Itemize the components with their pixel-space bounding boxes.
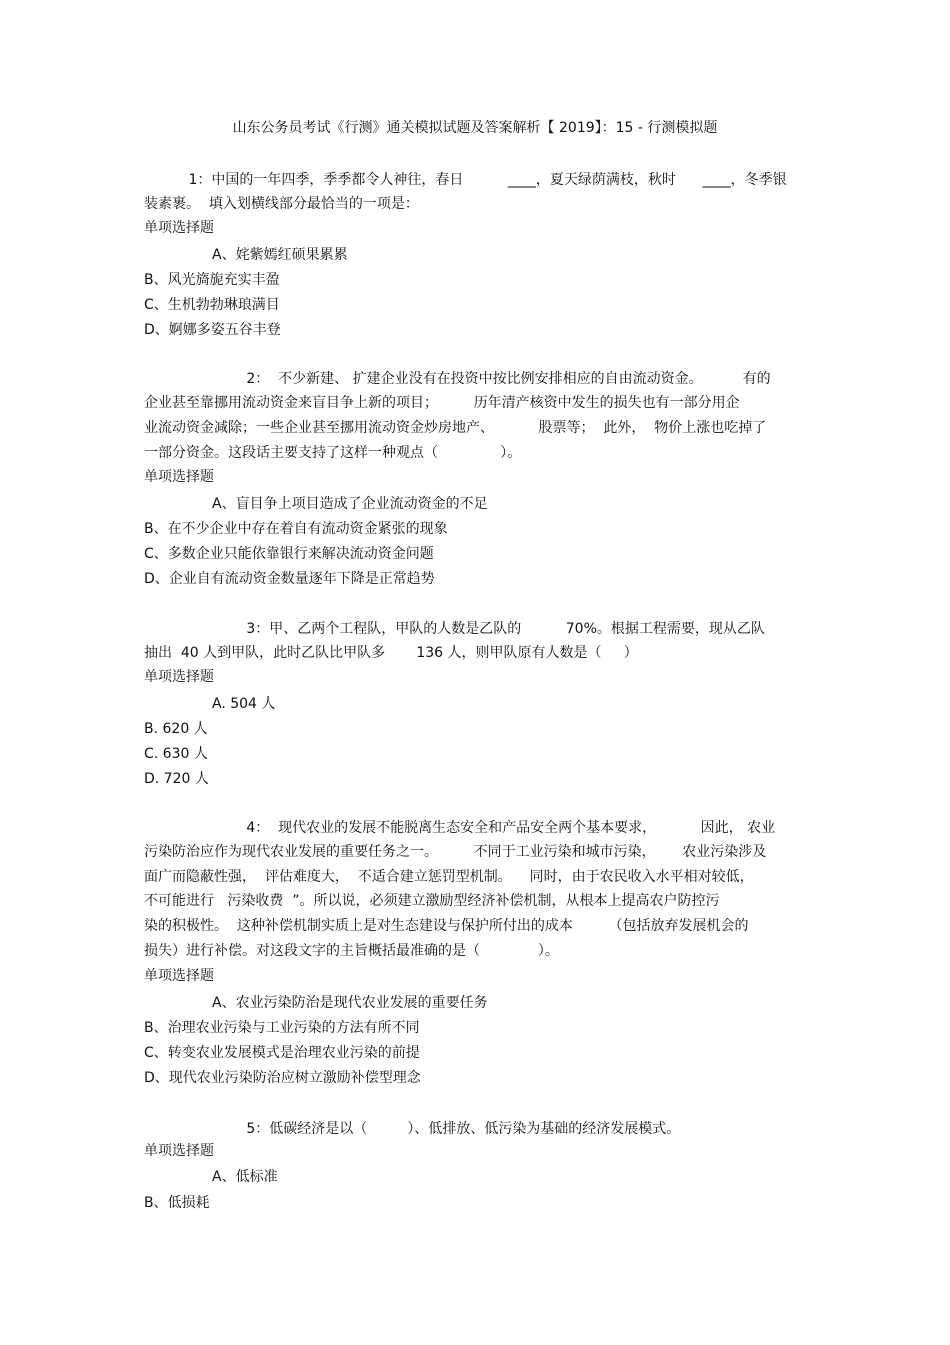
- question-4-stem-line-4: 不可能进行 污染收费 ”。所以说，必须建立激励型经济补偿机制，从根本上提高农户防控污: [144, 893, 720, 909]
- question-4-stem-line-1: 4： 现代农业的发展不能脱离生态安全和产品安全两个基本要求， 因此， 农业: [144, 820, 776, 836]
- question-4-option-d: D、现代农业污染防治应树立激励补偿型理念: [144, 1070, 421, 1086]
- document-title: 山东公务员考试《行测》通关模拟试题及答案解析【 2019】：15 - 行测模拟题: [232, 120, 718, 136]
- question-1-option-d: D、婀娜多姿五谷丰登: [144, 322, 281, 338]
- question-3-option-a: A. 504 人: [212, 696, 276, 712]
- question-2-stem-line-3: 业流动资金减除；一些企业甚至挪用流动资金炒房地产、 股票等； 此外， 物价上涨也吃掉了: [144, 420, 767, 436]
- question-2-option-b: B、在不少企业中存在着自有流动资金紧张的现象: [144, 521, 448, 537]
- question-2-option-c: C、多数企业只能依靠银行来解决流动资金问题: [144, 546, 434, 562]
- question-3-stem-line-1: 3：甲、乙两个工程队，甲队的人数是乙队的 70%。根据工程需要，现从乙队: [144, 621, 765, 637]
- question-3-type-label: 单项选择题: [144, 669, 214, 685]
- question-1-stem-line-2: 装素裹。 填入划横线部分最恰当的一项是：: [144, 196, 419, 212]
- question-1-type-label: 单项选择题: [144, 220, 214, 236]
- question-4-stem-line-3: 面广而隐蔽性强， 评估难度大， 不适合建立惩罚型机制。 同时，由于农民收入水平相对较低，: [144, 869, 754, 885]
- question-5-option-b: B、低损耗: [144, 1195, 210, 1211]
- question-3-stem-line-2: 抽出 40 人到甲队，此时乙队比甲队多 136 人，则甲队原有人数是（ ）: [144, 645, 638, 661]
- question-5-option-a: A、低标准: [212, 1169, 278, 1185]
- question-3-option-d: D. 720 人: [144, 771, 209, 787]
- question-2-option-d: D、企业自有流动资金数量逐年下降是正常趋势: [144, 571, 435, 587]
- question-5-type-label: 单项选择题: [144, 1143, 214, 1159]
- question-3-option-b: B. 620 人: [144, 721, 208, 737]
- question-2-stem-line-4: 一部分资金。这段话主要支持了这样一种观点（ ）。: [144, 445, 522, 461]
- question-2-stem-line-1: 2： 不少新建、 扩建企业没有在投资中按比例安排相应的自由流动资金。 有的: [144, 371, 771, 387]
- question-1-option-b: B、风光旖旎充实丰盈: [144, 272, 280, 288]
- question-1-option-c: C、生机勃勃琳琅满目: [144, 297, 280, 313]
- question-4-stem-line-6: 损失）进行补偿。对这段文字的主旨概括最准确的是（ ）。: [144, 943, 559, 959]
- question-2-option-a: A、盲目争上项目造成了企业流动资金的不足: [212, 496, 488, 512]
- question-4-stem-line-5: 染的积极性。 这种补偿机制实质上是对生态建设与保护所付出的成本 （包括放弃发展机会的: [144, 918, 749, 934]
- question-3-option-c: C. 630 人: [144, 746, 208, 762]
- question-1-option-a: A、姹紫嫣红硕果累累: [212, 247, 348, 263]
- question-2-stem-line-2: 企业甚至靠挪用流动资金来盲目争上新的项目； 历年清产核资中发生的损失也有一部分用企: [144, 395, 740, 411]
- question-5-stem-line-1: 5：低碳经济是以（ ）、低排放、低污染为基础的经济发展模式。: [144, 1121, 681, 1137]
- question-4-option-c: C、转变农业发展模式是治理农业污染的前提: [144, 1045, 420, 1061]
- question-4-type-label: 单项选择题: [144, 968, 214, 984]
- question-4-stem-line-2: 污染防治应作为现代农业发展的重要任务之一。 不同于工业污染和城市污染， 农业污染涉及: [144, 844, 767, 860]
- question-1-stem-line-1: 1：中国的一年四季，季季都令人神往，春日 ____，夏天绿荫满枝，秋时 ____，冬季银: [144, 172, 787, 188]
- question-4-option-a: A、农业污染防治是现代农业发展的重要任务: [212, 995, 488, 1011]
- question-2-type-label: 单项选择题: [144, 469, 214, 485]
- question-4-option-b: B、治理农业污染与工业污染的方法有所不同: [144, 1020, 420, 1036]
